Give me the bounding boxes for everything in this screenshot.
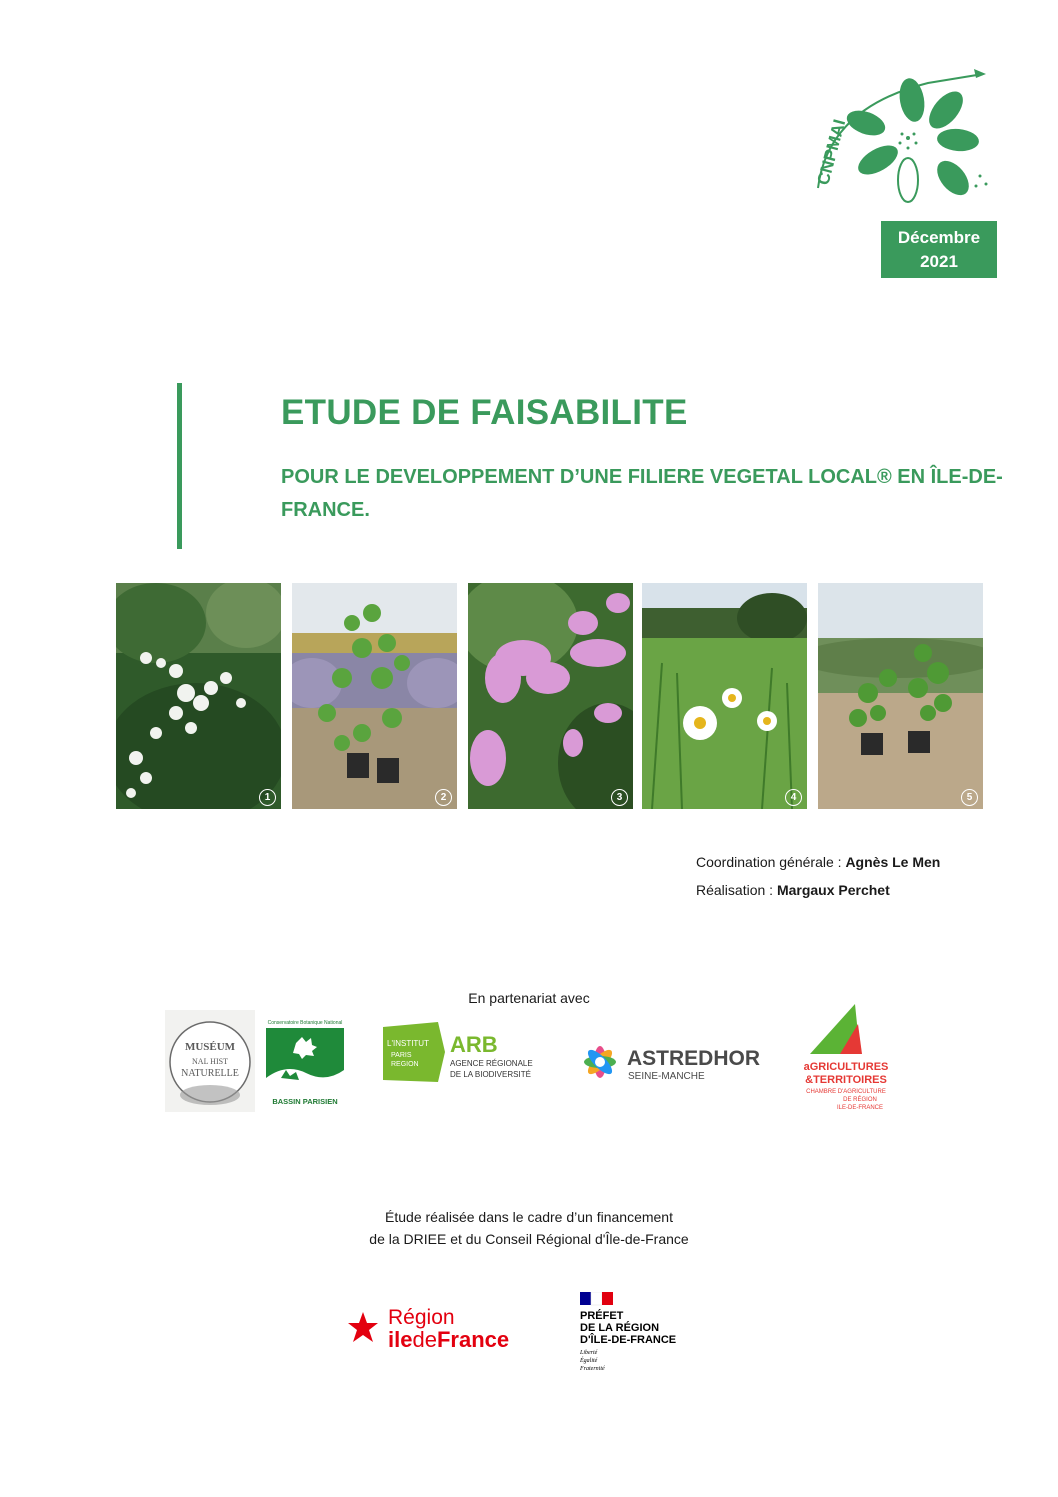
photo-number-5: 5 bbox=[961, 789, 978, 806]
credit-coordination-label: Coordination générale : bbox=[696, 854, 846, 870]
prefet-motto2: Égalité bbox=[580, 1358, 598, 1364]
agri-line1: aGRICULTURES bbox=[803, 1061, 889, 1073]
museum-line3: NATURELLE bbox=[181, 1068, 239, 1079]
credit-coordination bbox=[696, 854, 940, 870]
prefet-motto3: Fraternité bbox=[580, 1366, 605, 1372]
arb-desc2: DE LA BIODIVERSITÉ bbox=[450, 1070, 531, 1079]
museum-logo bbox=[165, 1010, 255, 1112]
cnpmai-logo bbox=[808, 68, 998, 213]
arb-inst1: L'INSTITUT bbox=[387, 1039, 429, 1048]
document-title: ETUDE DE FAISABILITE bbox=[281, 393, 688, 432]
photo-pink-mallow bbox=[468, 583, 633, 809]
prefet-motto1: Liberté bbox=[580, 1350, 598, 1356]
agricultures-territoires-logo bbox=[800, 1004, 892, 1114]
photo-number-1: 1 bbox=[259, 789, 276, 806]
title-accent-bar bbox=[177, 383, 182, 549]
region-line2-ile: ile bbox=[388, 1327, 413, 1352]
photo-potted-shrub bbox=[292, 583, 457, 809]
region-line2-france: France bbox=[436, 1327, 510, 1352]
funding-line1: Étude réalisée dans le cadre d’un financement bbox=[385, 1209, 673, 1225]
arb-inst2: PARIS bbox=[391, 1052, 412, 1059]
astredhor-sub: SEINE-MANCHE bbox=[628, 1071, 705, 1082]
agri-line5: ILE-DE-FRANCE bbox=[836, 1105, 884, 1111]
arb-name: ARB bbox=[450, 1032, 498, 1057]
prefet-line3: D'ÎLE-DE-FRANCE bbox=[580, 1334, 677, 1346]
agri-line2: &TERRITOIRES bbox=[805, 1074, 887, 1086]
region-line2 bbox=[388, 1327, 509, 1352]
credit-coordination-name: Agnès Le Men bbox=[845, 854, 941, 870]
museum-line1: MUSÉUM bbox=[184, 1041, 236, 1053]
photo-daisies-meadow bbox=[642, 583, 807, 809]
funding-statement bbox=[0, 1206, 1058, 1250]
region-line1: Région bbox=[388, 1306, 455, 1329]
prefet-line1: PRÉFET bbox=[580, 1310, 624, 1322]
astredhor-name: ASTREDHOR bbox=[627, 1047, 760, 1070]
cbn-top-text: Conservatoire Botanique National bbox=[267, 1020, 343, 1026]
arb-inst3: REGION bbox=[391, 1061, 419, 1068]
prefet-line2: DE LA RÉGION bbox=[580, 1322, 660, 1334]
credit-realisation-label: Réalisation : bbox=[696, 882, 777, 898]
photo-number-3: 3 bbox=[611, 789, 628, 806]
photo-number-2: 2 bbox=[435, 789, 452, 806]
partners-label: En partenariat avec bbox=[468, 990, 590, 1006]
document-subtitle: POUR LE DEVELOPPEMENT D’UNE FILIERE VEGETAL LOCAL® EN ÎLE-DE-FRANCE. bbox=[281, 466, 1003, 521]
date-month: Décembre bbox=[897, 227, 981, 247]
date-year: 2021 bbox=[920, 251, 958, 271]
agri-line3: CHAMBRE D'AGRICULTURE bbox=[806, 1089, 886, 1095]
cbn-bottom-text: BASSIN PARISIEN bbox=[272, 1097, 338, 1106]
museum-line2: NAL HIST bbox=[192, 1057, 228, 1066]
photo-number-4: 4 bbox=[785, 789, 802, 806]
region-ile-de-france-logo bbox=[333, 1290, 533, 1360]
credit-realisation bbox=[696, 882, 890, 898]
prefet-ile-de-france-logo bbox=[578, 1292, 698, 1376]
astredhor-logo bbox=[575, 1035, 760, 1090]
arb-desc1: AGENCE RÉGIONALE bbox=[450, 1059, 533, 1068]
photo-nursery-pots bbox=[818, 583, 983, 809]
agri-line4: DE RÉGION bbox=[843, 1097, 877, 1103]
region-line2-de: de bbox=[412, 1327, 437, 1352]
credit-realisation-name: Margaux Perchet bbox=[776, 882, 890, 898]
date-badge bbox=[881, 221, 997, 278]
cnpmai-logo-text: CNPMAI bbox=[813, 117, 850, 188]
photo-white-flowers bbox=[116, 583, 281, 809]
funding-line2: de la DRIEE et du Conseil Régional d'Île-de-France bbox=[369, 1231, 689, 1247]
cbn-bassin-parisien-logo bbox=[266, 1018, 344, 1106]
arb-logo bbox=[383, 1022, 543, 1084]
